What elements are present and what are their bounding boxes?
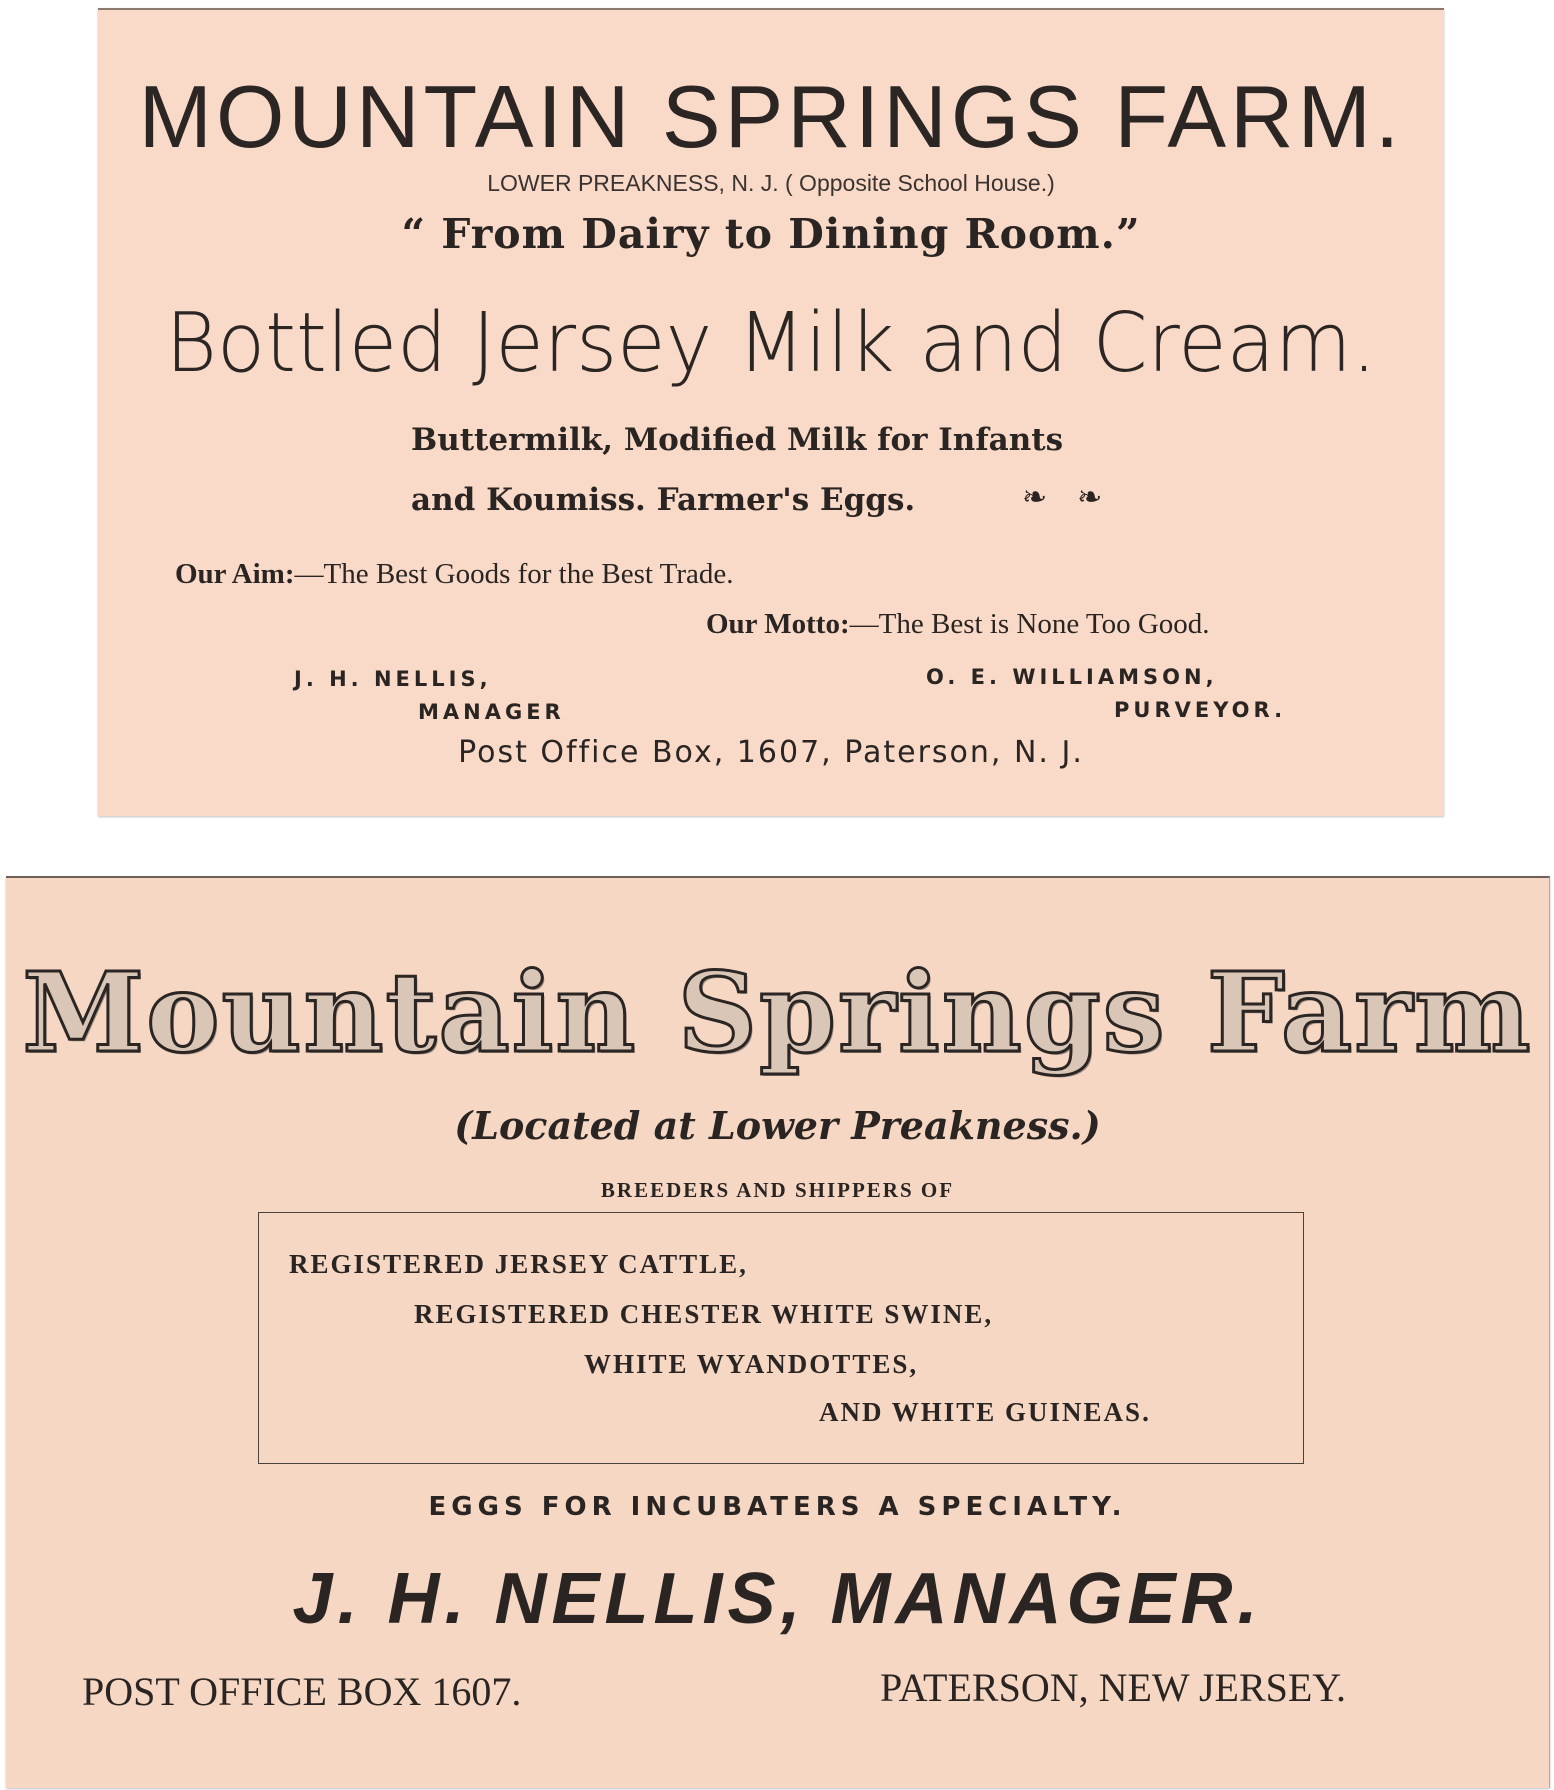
purveyor-role: PURVEYOR. (1114, 698, 1287, 722)
specialty-line: EGGS FOR INCUBATERS A SPECIALTY. (428, 1492, 1127, 1522)
dairy-business-card (98, 8, 1444, 816)
products-line-2: and Koumiss. Farmer's Eggs. (411, 482, 916, 518)
livestock-business-card (6, 876, 1550, 1788)
city: PATERSON, NEW JERSEY. (880, 1665, 1347, 1710)
stock-item: REGISTERED CHESTER WHITE SWINE, (414, 1299, 994, 1329)
aim-text: —The Best Goods for the Best Trade. (294, 558, 734, 590)
leaf-ornament-icon: ❧❧ (1022, 480, 1133, 515)
farm-title: MOUNTAIN SPRINGS FARM. (138, 67, 1404, 166)
stock-item: REGISTERED JERSEY CATTLE, (289, 1249, 748, 1279)
breeders-line: BREEDERS AND SHIPPERS OF (600, 1178, 955, 1202)
stock-item: AND WHITE GUINEAS. (819, 1397, 1151, 1427)
motto-label: Our Motto: (706, 608, 850, 640)
manager-name: J. H. NELLIS, (294, 667, 492, 691)
farm-title: Mountain Springs Farm (22, 948, 1533, 1077)
stock-item: WHITE WYANDOTTES, (584, 1349, 919, 1379)
located-line: (Located at Lower Preakness.) (454, 1103, 1101, 1148)
postal-address: Post Office Box, 1607, Paterson, N. J. (458, 735, 1084, 770)
manager-line: J. H. NELLIS, MANAGER. (292, 1559, 1263, 1639)
po-box: POST OFFICE BOX 1607. (82, 1669, 522, 1714)
location-line: LOWER PREAKNESS, N. J. ( Opposite School House.) (487, 170, 1055, 196)
products-line-1: Buttermilk, Modified Milk for Infants (411, 422, 1064, 458)
motto-line (706, 608, 1210, 641)
headline: Bottled Jersey Milk and Cream. (165, 296, 1377, 391)
motto-text: —The Best is None Too Good. (849, 608, 1210, 640)
aim-label: Our Aim: (175, 558, 295, 590)
slogan: “ From Dairy to Dining Room.” (401, 210, 1141, 258)
purveyor-name: O. E. WILLIAMSON, (926, 665, 1218, 689)
aim-line (175, 558, 734, 591)
manager-role: MANAGER (418, 700, 565, 724)
livestock-list-box (258, 1212, 1304, 1464)
